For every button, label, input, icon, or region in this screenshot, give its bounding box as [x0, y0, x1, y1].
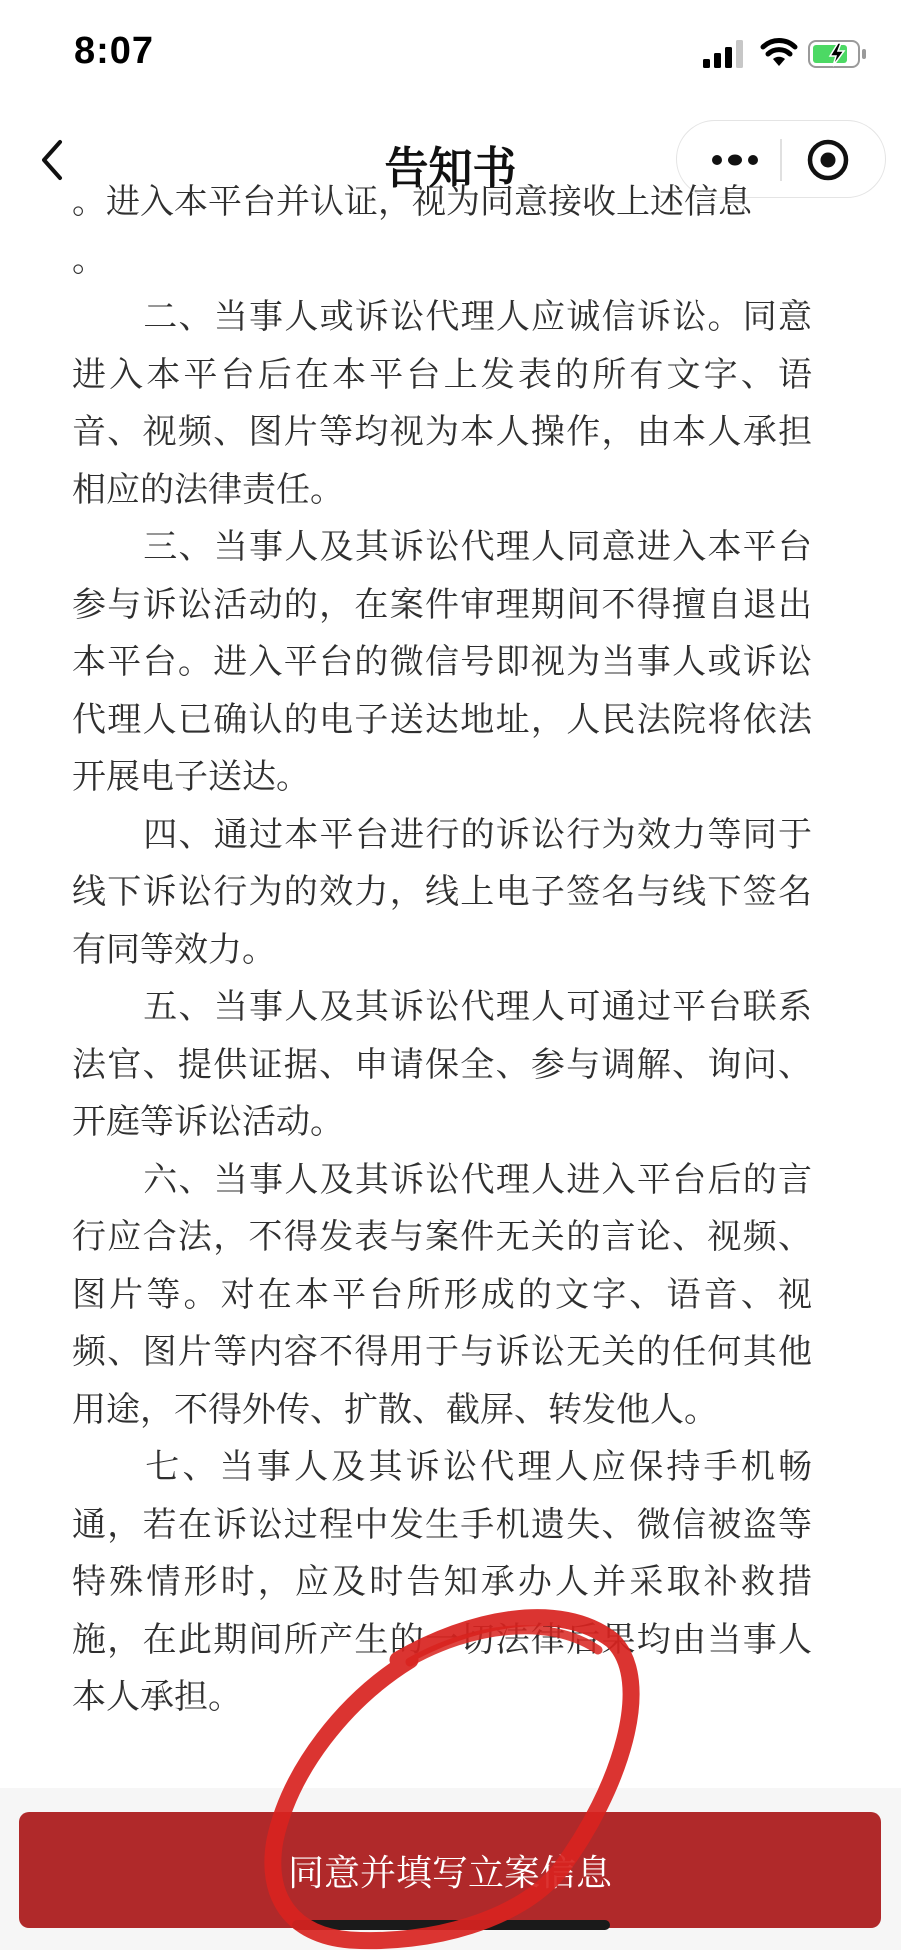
agree-and-fill-button[interactable]: [19, 1812, 881, 1928]
period-line: 。: [72, 239, 106, 280]
page-title: 告知书: [384, 143, 517, 194]
paragraph-3: 三、当事人及其诉讼代理人同意进入本平台参与诉讼活动的，在案件审理期间不得擅自退出本平台。进入平台的微信号即视为当事人或诉讼代理人已确认的电子送达地址，人民法院将依法开展电子送达。: [72, 527, 812, 797]
clipped-line: 。进入本平台并认证，视为同意接收上述信息: [72, 182, 752, 222]
wifi-icon: [760, 36, 798, 68]
status-bar: [0, 0, 901, 110]
home-indicator: [292, 1920, 610, 1930]
status-time: 8:07: [74, 30, 155, 72]
paragraph-2: 二、当事人或诉讼代理人应诚信诉讼。同意进入本平台后在本平台上发表的所有文字、语音、视频、图片等均视为本人操作，由本人承担相应的法律责任。: [72, 297, 812, 510]
battery-charging-icon: [808, 40, 868, 68]
paragraph-6: 六、当事人及其诉讼代理人进入平台后的言行应合法，不得发表与案件无关的言论、视频、图片等。对在本平台所形成的文字、语音、视频、图片等内容不得用于与诉讼无关的任何其他用途，不得外传、扩散、截屏、转发他人。: [72, 1159, 812, 1430]
paragraph-4: 四、通过本平台进行的诉讼行为效力等同于线下诉讼行为的效力，线上电子签名与线下签名有同等效力。: [72, 814, 812, 970]
cellular-signal-icon: [703, 40, 747, 68]
notice-content[interactable]: [72, 182, 812, 1788]
paragraph-7: 七、当事人及其诉讼代理人应保持手机畅通，若在诉讼过程中发生手机遗失、微信被盗等特殊情形时，应及时告知承办人并采取补救措施，在此期间所产生的一切法律后果均由当事人本人承担。: [72, 1447, 812, 1717]
bottom-action-area: [0, 1788, 901, 1950]
agree-button-label: 同意并填写立案信息: [287, 1852, 612, 1894]
paragraph-5: 五、当事人及其诉讼代理人可通过平台联系法官、提供证据、申请保全、参与调解、询问、开庭等诉讼活动。: [72, 987, 812, 1142]
